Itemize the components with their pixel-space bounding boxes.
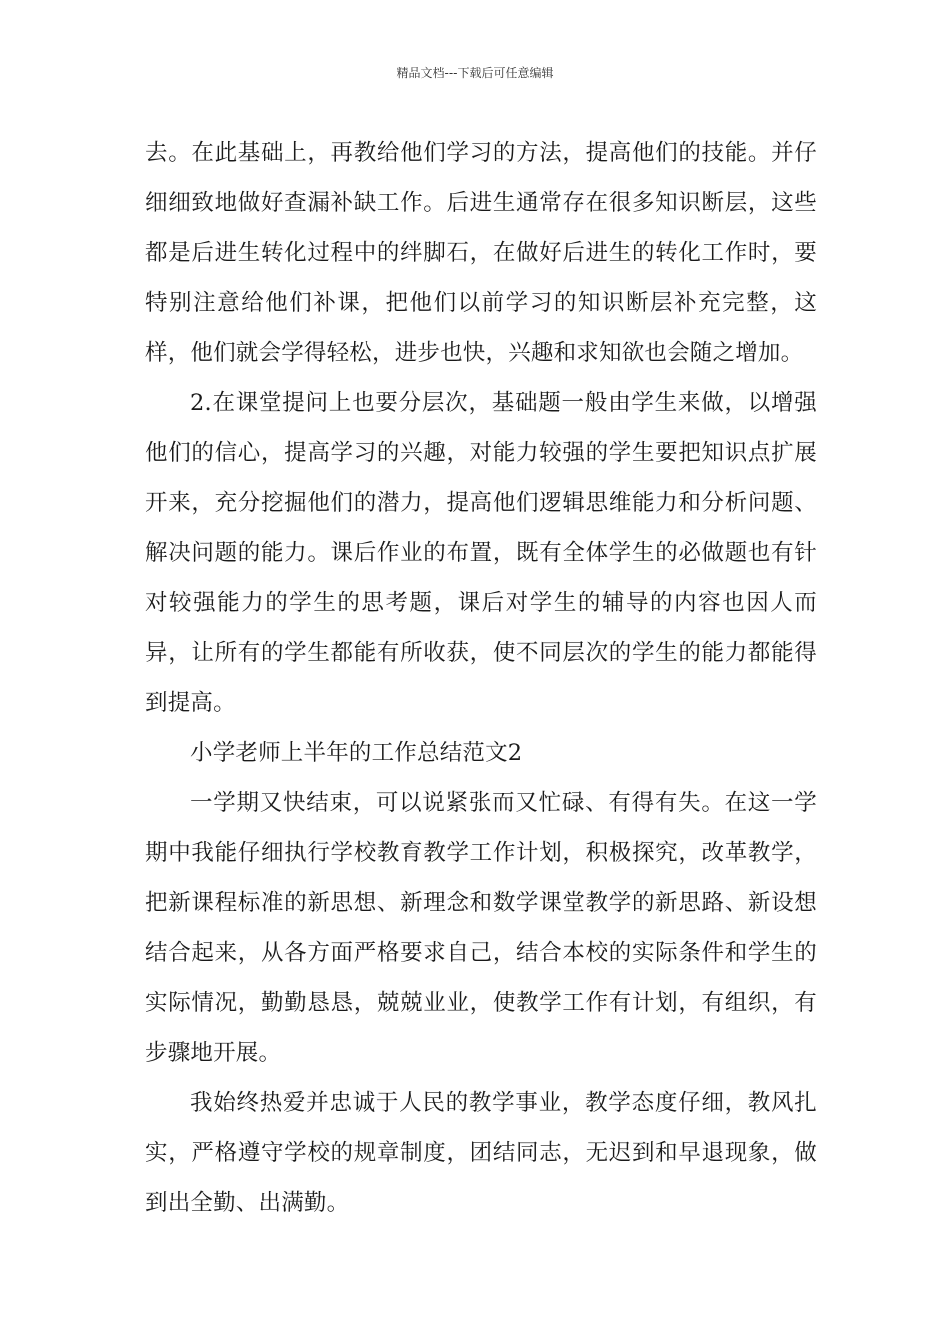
- paragraph-intro: 一学期又快结束，可以说紧张而又忙碌、有得有失。在这一学期中我能仔细执行学校教育教学工作计划，积极探究，改革教学，把新课程标准的新思想、新理念和数学课堂教学的新思路、新设想结合起来，从各方面严格要求自己，结合本校的实际条件和学生的实际情况，勤勤恳恳，兢兢业业，使教学工作有计划，有组织，有步骤地开展。: [145, 790, 817, 1066]
- paragraph-item-2: 2.在课堂提问上也要分层次，基础题一般由学生来做，以增强他们的信心，提高学习的兴趣，对能力较强的学生要把知识点扩展开来，充分挖掘他们的潜力，提高他们逻辑思维能力和分析问题、解决问题的能力。课后作业的布置，既有全体学生的必做题也有针对较强能力的学生的思考题，课后对学生的辅导的内容也因人而异，让所有的学生都能有所收获，使不同层次的学生的能力都能得到提高。: [145, 390, 817, 716]
- paragraph-continuation: 去。在此基础上，再教给他们学习的方法，提高他们的技能。并仔细细致地做好查漏补缺工作。后进生通常存在很多知识断层，这些都是后进生转化过程中的绊脚石，在做好后进生的转化工作时，要特别注意给他们补课，把他们以前学习的知识断层补充完整，这样，他们就会学得轻松，进步也快，兴趣和求知欲也会随之增加。: [145, 140, 817, 366]
- page-header: 精品文档---下载后可任意编辑: [396, 66, 554, 80]
- section-heading: 小学老师上半年的工作总结范文2: [190, 740, 523, 766]
- document-body: [145, 128, 817, 1228]
- paragraph-attitude: 我始终热爱并忠诚于人民的教学事业，教学态度仔细，教风扎实，严格遵守学校的规章制度，团结同志，无迟到和早退现象，做到出全勤、出满勤。: [145, 1090, 817, 1216]
